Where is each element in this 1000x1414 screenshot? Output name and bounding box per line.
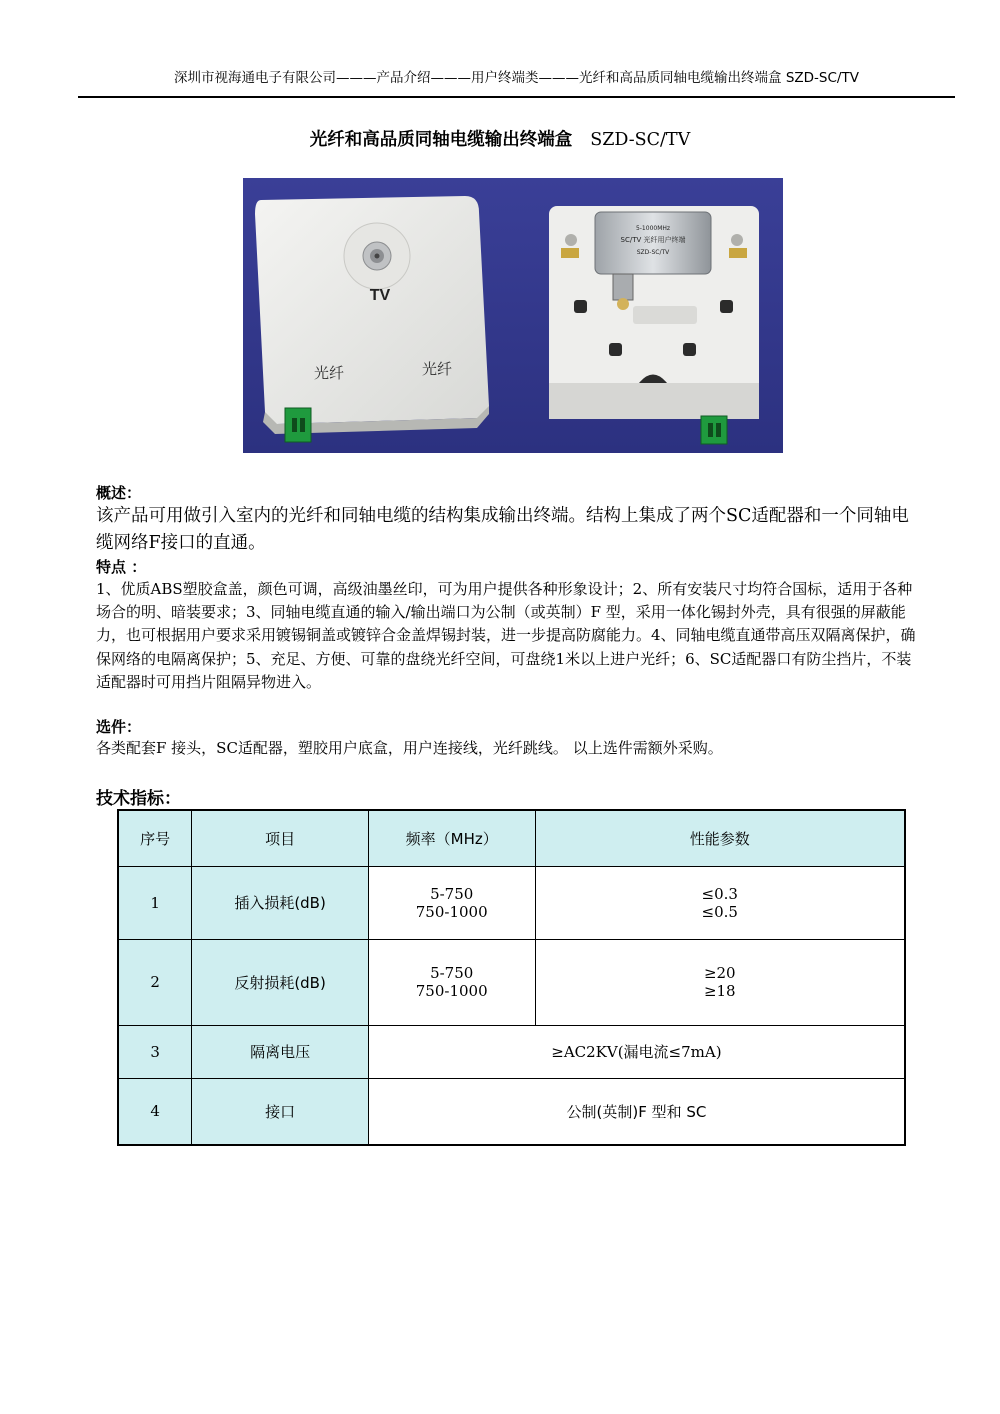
product-photo — [243, 178, 783, 453]
page-header-text: 深圳市视海通电子有限公司———产品介绍———用户终端类———光纤和高品质同轴电缆输出终端盒 SZD-SC/TV — [174, 70, 859, 86]
front-cover — [255, 196, 489, 442]
module-freq: 5-1000MHz — [635, 225, 671, 232]
spec-freq-1: 5-750 — [430, 884, 474, 903]
spec-freq-2: 750-1000 — [415, 902, 488, 921]
overview-heading: 概述： — [96, 484, 142, 502]
spec-freq-1: 5-750 — [430, 964, 474, 982]
spec-header-value: 性能参数 — [535, 810, 905, 866]
module-model: SZD-SC/TV — [636, 249, 670, 256]
document-title — [0, 126, 1000, 151]
spec-header-item: 项目 — [192, 810, 369, 866]
spec-value-1: ≤0.3 — [701, 884, 738, 903]
spec-value-2: ≤0.5 — [701, 902, 738, 921]
photo-fiber-label-left: 光纤 — [313, 364, 345, 382]
spec-row — [118, 1078, 905, 1145]
spec-table — [117, 809, 906, 1146]
spec-value-2: ≥18 — [703, 982, 736, 1000]
spec-row-value: 公制(英制)F 型和 SC — [368, 1078, 905, 1145]
options-text: 各类配套F 接头，SC适配器，塑胶用户底盒，用户连接线，光纤跳线。 以上选件需额外采购。 — [96, 739, 723, 757]
spec-row — [118, 866, 905, 939]
product-model: SZD-SC/TV — [590, 130, 691, 150]
spec-heading: 技术指标： — [96, 789, 181, 809]
spec-row-value — [535, 939, 905, 1025]
options-heading: 选件： — [96, 718, 142, 736]
product-name: 光纤和高品质同轴电缆输出终端盒 — [309, 130, 573, 150]
page-header — [78, 66, 955, 98]
spec-row-value — [535, 866, 905, 939]
spec-row-freq — [368, 939, 535, 1025]
spec-row-no: 2 — [118, 939, 192, 1025]
overview-text: 该产品可用做引入室内的光纤和同轴电缆的结构集成输出终端。结构上集成了两个SC适配器和一个同轴电缆网络F接口的直通。 — [96, 506, 909, 553]
features-text: 1、优质ABS塑胶盒盖，颜色可调，高级油墨丝印，可为用户提供各种形象设计；2、所有安装尺寸均符合国标，适用于各种场合的明、暗装要求；3、同轴电缆直通的输入/输出端口为公制（或英制）F 型，采用一体化锡封外壳，具有很强的屏蔽能力，也可根据用户要求采用镀锡铜盖或镀锌合金盖焊锡封装，进一步提高防腐能力。4、同轴电缆直通带高压双隔离保护，确保网络的电隔离保护；5、充足、方便、可靠的盘绕光纤空间，可盘绕1米以上进户光纤；6、SC适配器口有防尘挡片，不装适配器时可用挡片阻隔异物进入。 — [96, 580, 916, 691]
photo-tv-label: TV — [369, 287, 391, 304]
back-box — [549, 206, 759, 444]
spec-row-item: 隔离电压 — [192, 1025, 369, 1078]
spec-row-no: 1 — [118, 866, 192, 939]
spec-header-freq: 频率（MHz） — [368, 810, 535, 866]
spec-header-row — [118, 810, 905, 866]
spec-row-no: 4 — [118, 1078, 192, 1145]
spec-row-item: 反射损耗(dB) — [192, 939, 369, 1025]
spec-row-item: 接口 — [192, 1078, 369, 1145]
spec-row-no: 3 — [118, 1025, 192, 1078]
photo-fiber-label-right: 光纤 — [421, 360, 453, 378]
spec-header-no: 序号 — [118, 810, 192, 866]
spec-value-1: ≥20 — [703, 964, 736, 982]
module-name: SC/TV 光纤用户终端 — [620, 236, 686, 244]
spec-row-freq — [368, 866, 535, 939]
spec-row-item: 插入损耗(dB) — [192, 866, 369, 939]
product-photo-illustration — [243, 178, 783, 453]
spec-row-value: ≥AC2KV(漏电流≤7mA) — [368, 1025, 905, 1078]
spec-row — [118, 1025, 905, 1078]
features-heading: 特点 ： — [96, 558, 147, 576]
spec-row — [118, 939, 905, 1025]
spec-freq-2: 750-1000 — [415, 982, 488, 1000]
